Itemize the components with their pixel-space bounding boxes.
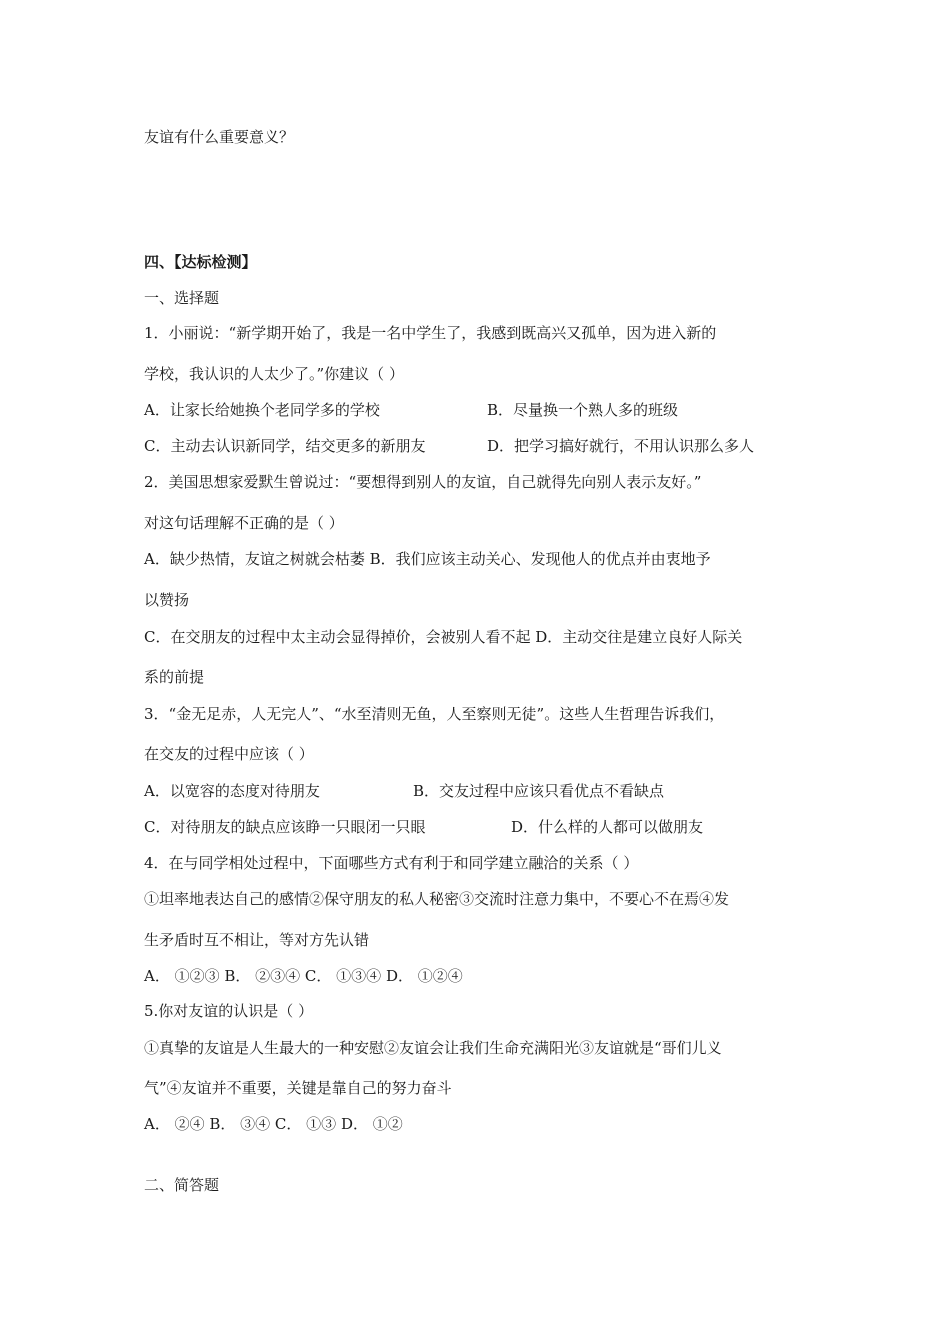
q4-items-line2: 生矛盾时互不相让，等对方先认错 bbox=[144, 931, 370, 949]
q5-stem: 5.你对友谊的认识是（ ） bbox=[144, 1002, 314, 1020]
q3-option-a: A．以宽容的态度对待朋友 bbox=[144, 782, 320, 800]
q4-options: A． ①②③ B． ②③④ C． ①③④ D． ①②④ bbox=[144, 967, 463, 985]
q2-option-ab-line1: A．缺少热情，友谊之树就会枯萎 B．我们应该主动关心、发现他人的优点并由衷地予 bbox=[144, 550, 711, 568]
q5-items-line1: ①真挚的友谊是人生最大的一种安慰②友谊会让我们生命充满阳光③友谊就是“哥们儿义 bbox=[144, 1039, 722, 1057]
q4-stem: 4．在与同学相处过程中，下面哪些方式有利于和同学建立融洽的关系（ ） bbox=[144, 854, 639, 872]
q1-option-c: C．主动去认识新同学，结交更多的新朋友 bbox=[144, 437, 426, 455]
q1-option-a: A．让家长给她换个老同学多的学校 bbox=[144, 401, 380, 419]
q2-stem-line1: 2．美国思想家爱默生曾说过：“要想得到别人的友谊，自己就得先向别人表示友好。” bbox=[144, 473, 702, 491]
q2-option-ab-line2: 以赞扬 bbox=[144, 591, 190, 609]
part2-title: 二、简答题 bbox=[144, 1176, 220, 1194]
q3-option-c: C．对待朋友的缺点应该睁一只眼闭一只眼 bbox=[144, 818, 426, 836]
q5-options: A． ②④ B． ③④ C． ①③ D． ①② bbox=[144, 1115, 403, 1133]
q1-option-d: D．把学习搞好就行，不用认识那么多人 bbox=[487, 437, 755, 455]
intro-question: 友谊有什么重要意义？ bbox=[144, 128, 295, 146]
q1-stem-line1: 1．小丽说：“新学期开始了，我是一名中学生了，我感到既高兴又孤单，因为进入新的 bbox=[144, 324, 717, 342]
q3-stem-line1: 3．“金无足赤，人无完人”、“水至清则无鱼，人至察则无徒”。这些人生哲理告诉我们， bbox=[144, 705, 725, 723]
q4-items-line1: ①坦率地表达自己的感情②保守朋友的私人秘密③交流时注意力集中，不要心不在焉④发 bbox=[144, 890, 730, 908]
q5-items-line2: 气”④友谊并不重要，关键是靠自己的努力奋斗 bbox=[144, 1079, 452, 1097]
q2-option-cd-line1: C．在交朋友的过程中太主动会显得掉价，会被别人看不起 D．主动交往是建立良好人际关 bbox=[144, 628, 743, 646]
q1-stem-line2: 学校，我认识的人太少了。”你建议（ ） bbox=[144, 365, 404, 383]
q2-option-cd-line2: 系的前提 bbox=[144, 668, 205, 686]
q3-option-d: D．什么样的人都可以做朋友 bbox=[511, 818, 704, 836]
section-title: 四、【达标检测】 bbox=[144, 253, 257, 271]
q1-option-b: B．尽量换一个熟人多的班级 bbox=[487, 401, 679, 419]
q2-stem-line2: 对这句话理解不正确的是（ ） bbox=[144, 514, 344, 532]
q3-option-b: B．交友过程中应该只看优点不看缺点 bbox=[413, 782, 665, 800]
q3-stem-line2: 在交友的过程中应该（ ） bbox=[144, 745, 314, 763]
part1-title: 一、选择题 bbox=[144, 289, 220, 307]
